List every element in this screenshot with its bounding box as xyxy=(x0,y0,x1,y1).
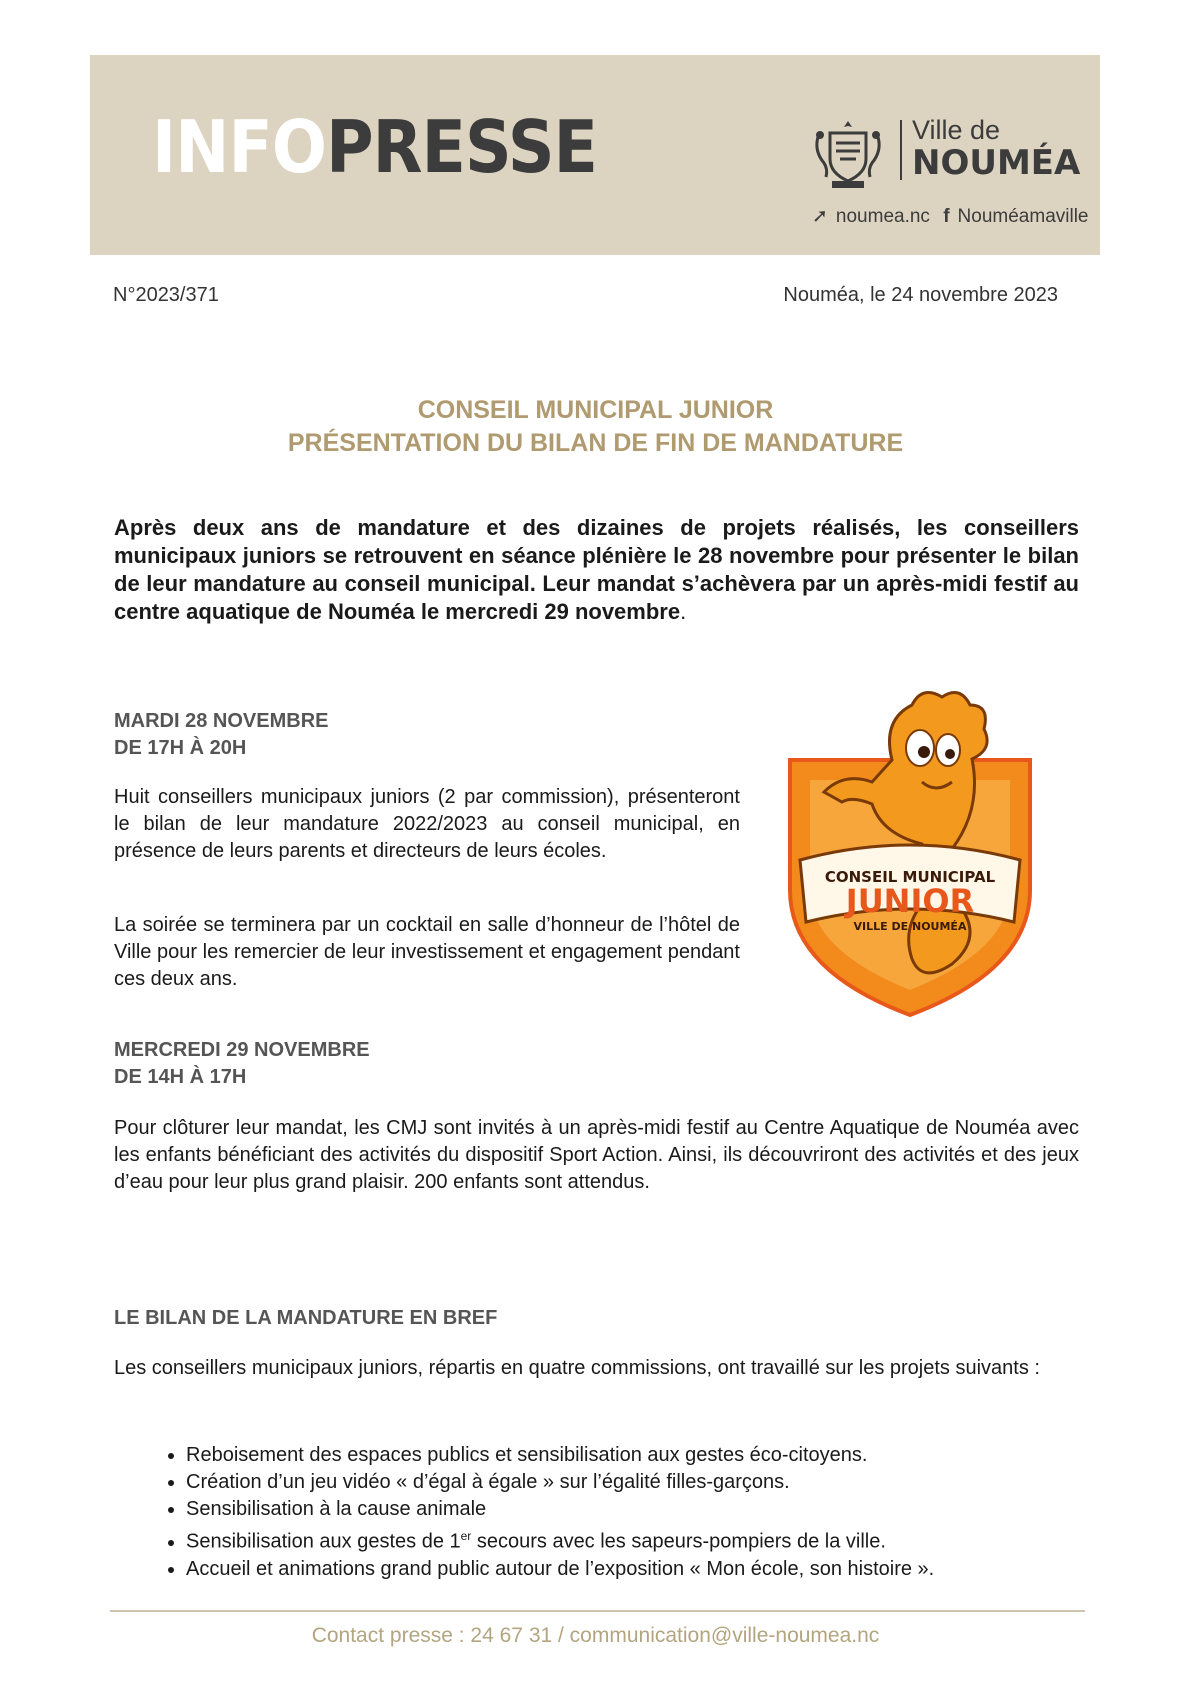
press-number: N°2023/371 xyxy=(113,284,219,306)
title-line-2: PRÉSENTATION DU BILAN DE FIN DE MANDATURE xyxy=(287,429,904,457)
list-item: • Accueil et animations grand public autour de l’exposition « Mon école, son histoire ». xyxy=(186,1556,1079,1583)
section1-heading-line2: DE 17H À 20H xyxy=(114,737,247,759)
brand-presse: PRESSE xyxy=(326,105,598,189)
facebook-link[interactable]: Nouméamaville xyxy=(957,206,1089,227)
list-item: • Création d’un jeu vidéo « d’égal à égale » sur l’égalité filles-garçons. xyxy=(186,1469,1079,1496)
brand-logo xyxy=(152,105,598,189)
section1-heading xyxy=(114,708,328,762)
section1-paragraph2: La soirée se terminera par un cocktail en salle d’honneur de l’hôtel de Ville pour les remercier de leur investissement et engagement pendant ces deux ans. xyxy=(114,914,740,990)
footer-contact: Contact presse : 24 67 31 / communication@ville-noumea.nc xyxy=(311,1624,880,1647)
cmj-mascot-logo xyxy=(780,690,1040,1020)
lead-bold: Après deux ans de mandature et des dizaines de projets réalisés, les conseillers municipaux juniors se retrouvent en séance plénière le 28 novembre pour présenter le bilan de leur mandature au conseil municipal. Leur mandat s’achèvera par un après-midi festif au centre aquatique de Nouméa le mercredi 29 novembre xyxy=(114,515,1079,624)
item4-pre: Sensibilisation aux gestes de 1 xyxy=(186,1530,461,1553)
noumea-label: NOUMÉA xyxy=(912,143,1081,183)
website-link[interactable]: noumea.nc xyxy=(835,206,930,227)
item4-sup: er xyxy=(460,1529,472,1543)
section2-heading xyxy=(114,1037,370,1091)
section2-paragraph: Pour clôturer leur mandat, les CMJ sont invités à un après-midi festif au Centre Aquatique de Nouméa avec les enfants bénéficiant des activités du dispositif Sport Action. Ainsi, ils découvriront des activités et des jeux d’eau pour leur plus grand plaisir. 200 enfants sont attendus. xyxy=(114,1117,1079,1193)
section3-intro: Les conseillers municipaux juniors, répartis en quatre commissions, ont travaillé sur les projets suivants : xyxy=(114,1357,1040,1379)
section2-heading-line1: MERCREDI 29 NOVEMBRE xyxy=(114,1039,370,1061)
mascot-line1: CONSEIL MUNICIPAL xyxy=(824,868,996,886)
list-item: • Reboisement des espaces publics et sensibilisation aux gestes éco-citoyens. xyxy=(186,1442,1079,1469)
section1-heading-line1: MARDI 28 NOVEMBRE xyxy=(114,710,329,732)
brand-info: INFO xyxy=(152,105,327,189)
list-item: • Sensibilisation à la cause animale xyxy=(186,1496,1079,1523)
section2-heading-line2: DE 14H À 17H xyxy=(114,1066,247,1088)
social-links xyxy=(812,205,1097,228)
lead-paragraph xyxy=(114,514,1079,626)
facebook-icon: f xyxy=(943,206,950,227)
logo-divider xyxy=(900,120,902,180)
section1-paragraph1: Huit conseillers municipaux juniors (2 par commission), présenteront le bilan de leur mandature 2022/2023 au conseil municipal, en présence de leurs parents et directeurs de leurs écoles. xyxy=(114,786,740,862)
arrow-pointer-icon: ➚ xyxy=(812,206,828,227)
page-title xyxy=(0,394,1191,460)
item4-post: secours avec les sapeurs-pompiers de la ville. xyxy=(471,1530,886,1553)
mascot-line3: VILLE DE NOUMÉA xyxy=(853,920,967,933)
ville-de-label: Ville de xyxy=(912,115,1001,145)
press-date: Nouméa, le 24 novembre 2023 xyxy=(783,284,1058,306)
list-item xyxy=(186,1523,1079,1556)
projects-list xyxy=(114,1442,1079,1583)
lead-end: . xyxy=(680,599,687,624)
city-crest-icon xyxy=(810,117,886,193)
mascot-line2: JUNIOR xyxy=(845,882,975,920)
title-line-1: CONSEIL MUNICIPAL JUNIOR xyxy=(417,396,774,424)
header-banner xyxy=(90,55,1100,255)
footer-divider xyxy=(110,1610,1085,1612)
section3-heading: LE BILAN DE LA MANDATURE EN BREF xyxy=(114,1307,498,1329)
